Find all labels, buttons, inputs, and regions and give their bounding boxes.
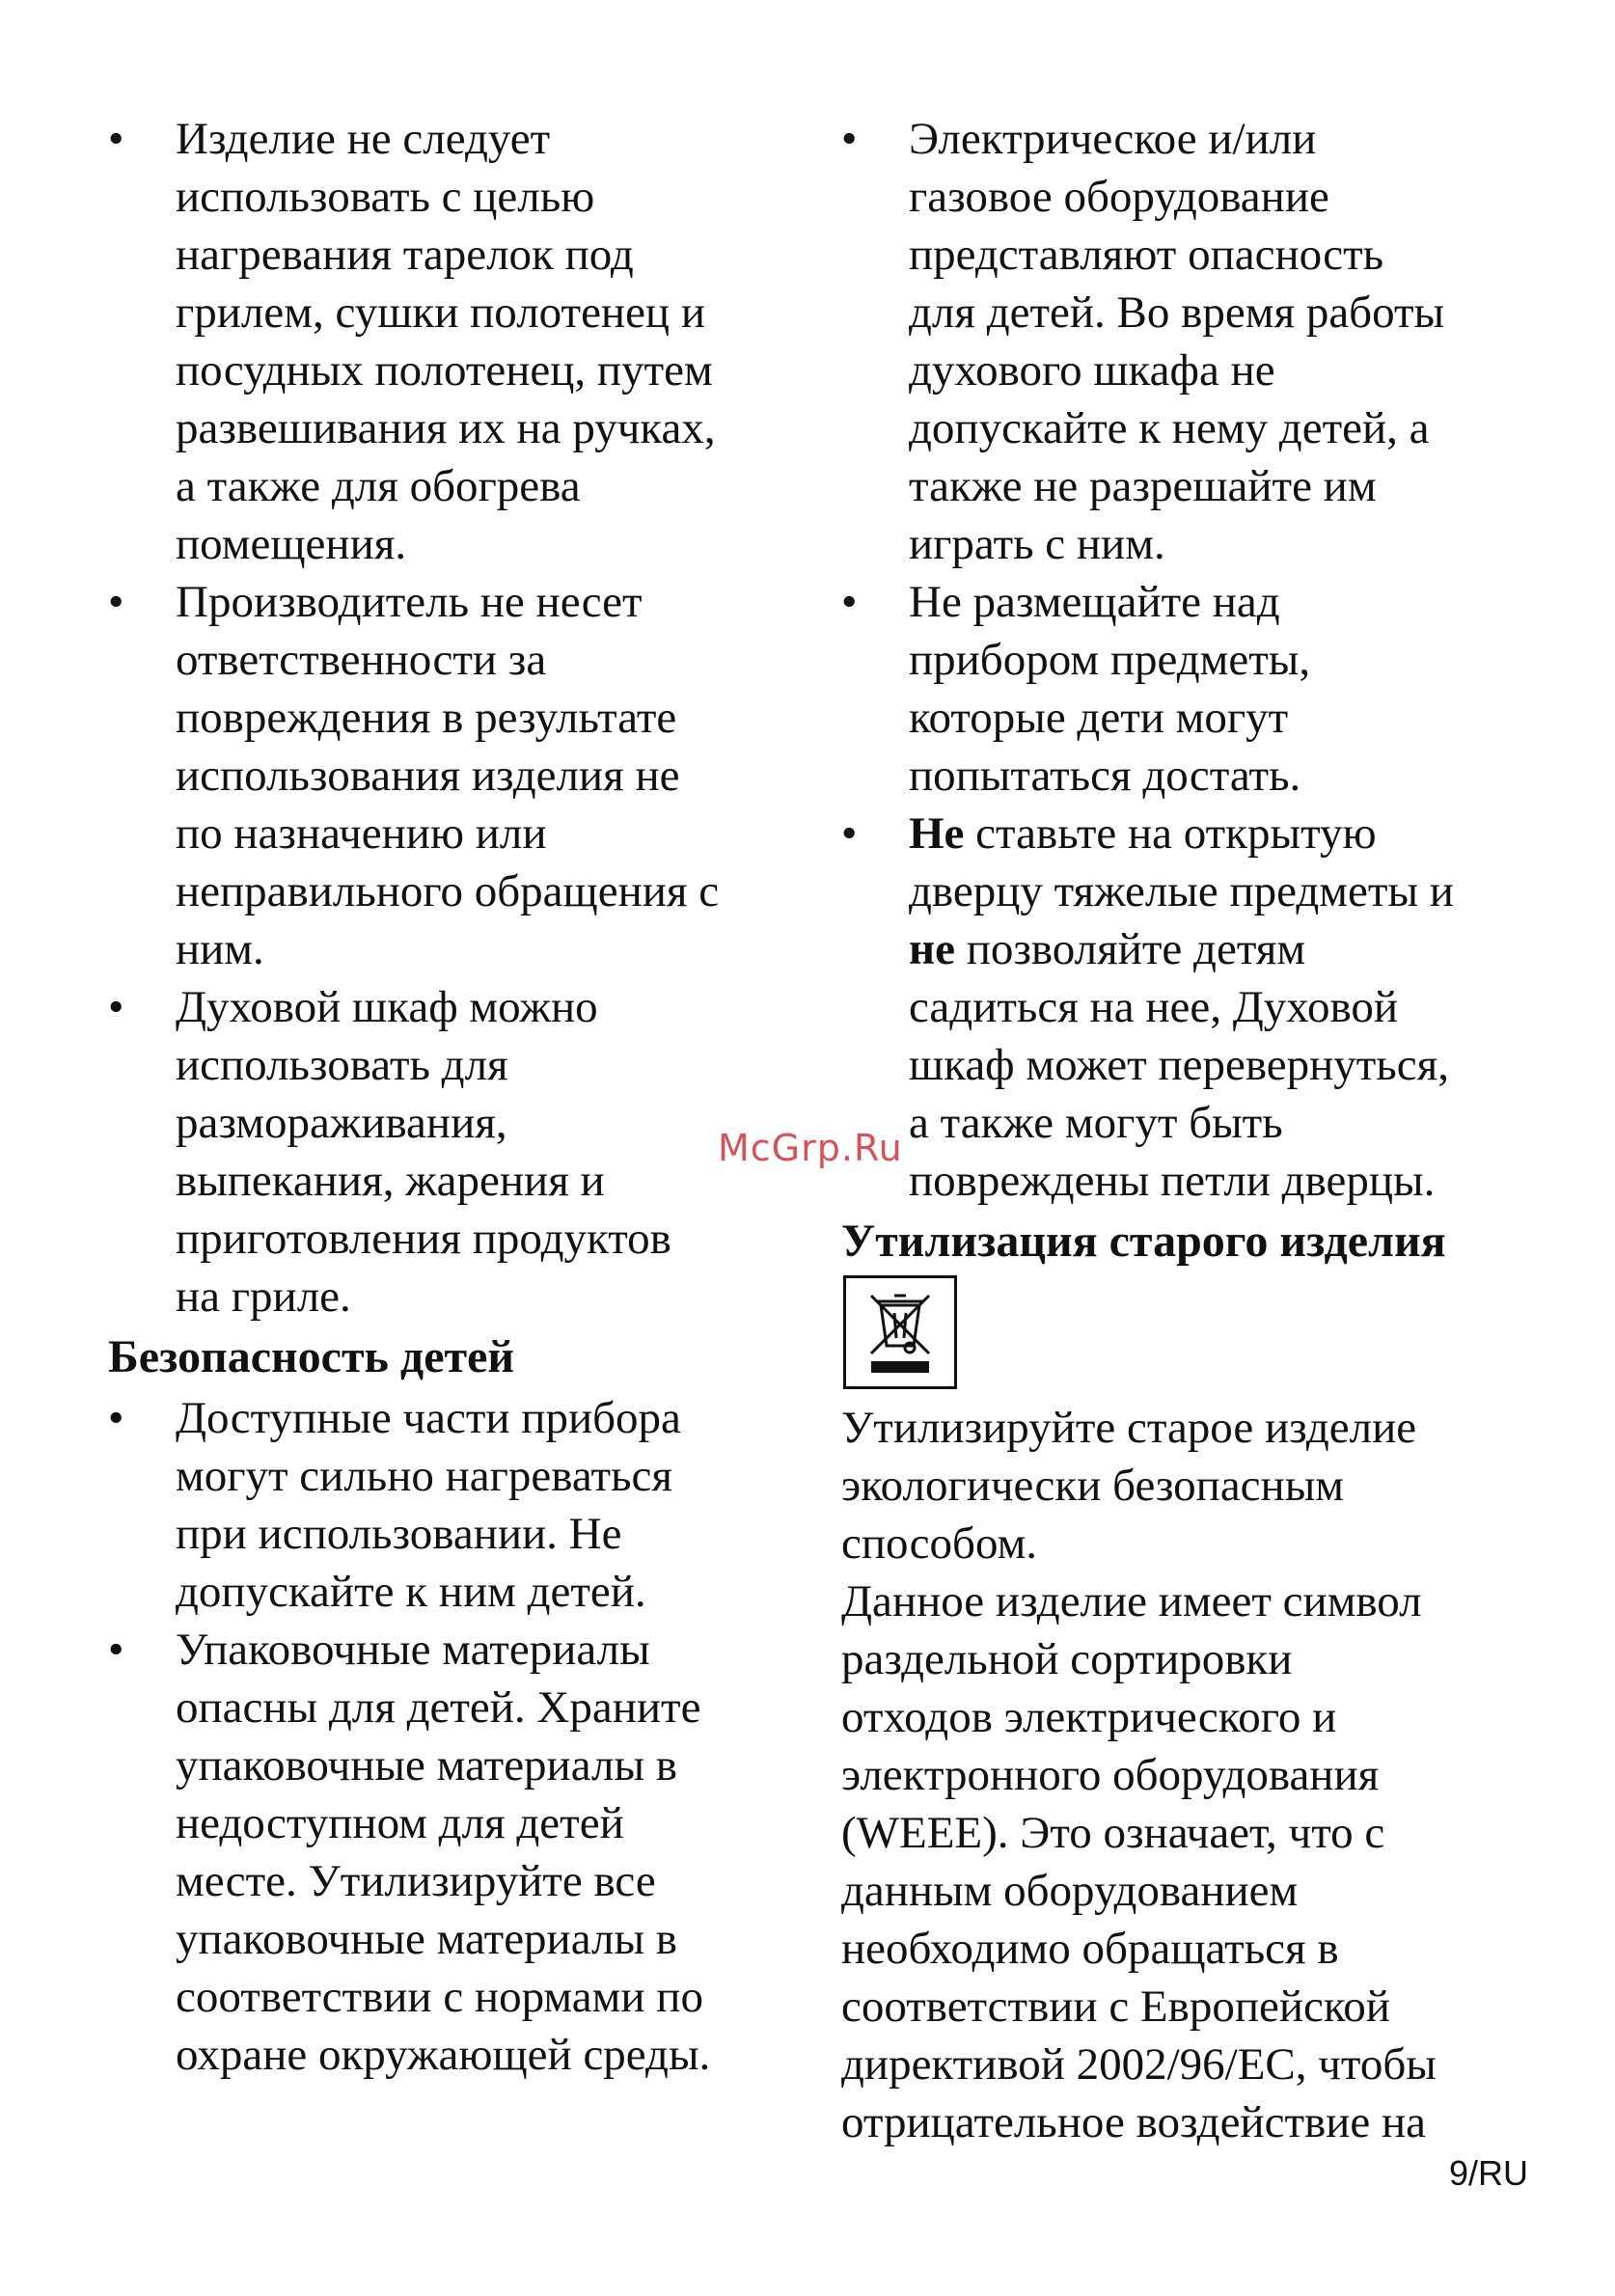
- list-item: [841, 110, 1546, 573]
- disposal-paragraph: Утилизируйте старое изделие экологически безопасным способом.: [841, 1403, 1417, 1569]
- list-item: [108, 978, 803, 1326]
- bullet-text-part: позволяйте детям садиться на нее, Духовой шкаф может перевернуться, а также могут быть повреждены петли дверцы.: [909, 924, 1449, 1206]
- bullet-text: Доступные части прибора могут сильно нагреваться при использовании. Не допускайте к ним детей.: [176, 1393, 681, 1617]
- bullet-text: Не размещайте над прибором предметы, которые дети могут попытаться достать.: [909, 577, 1311, 801]
- bullet-text: Духовой шкаф можно использовать для размораживания, выпекания, жарения и приготовления продуктов на гриле.: [176, 982, 671, 1322]
- left-column: [108, 110, 803, 2084]
- bullet-marker: •: [841, 577, 858, 627]
- right-column: [841, 110, 1546, 2151]
- bullet-marker: •: [108, 1393, 124, 1443]
- bullet-marker: •: [841, 114, 858, 164]
- bullet-text: Электрическое и/или газовое оборудование представляют опасность для детей. Во время работы духового шкафа не допускайте к нему детей, а также не разрешайте им играть с ним.: [909, 114, 1445, 569]
- watermark: McGrp.Ru: [718, 1127, 903, 1169]
- bullet-marker: •: [108, 114, 124, 164]
- bullet-text: Производитель не несет ответственности за повреждения в результате использования изделия не по назначению или неправильного обращения с ним.: [176, 577, 720, 974]
- emphasis-not: не: [909, 924, 955, 974]
- crossed-out-wheelie-bin-icon: [843, 1275, 957, 1389]
- bullet-marker: •: [841, 808, 858, 859]
- bullet-text: [909, 805, 1546, 1210]
- weee-paragraph: Данное изделие имеет символ раздельной сортировки отходов электрического и электронного оборудования (WEEE). Это означает, что с данным оборудованием необходимо обращаться в соответствии с Европейской директивой 2002/96/EC, чтобы отрицательное воздействие на: [841, 1576, 1437, 2147]
- list-item: [108, 1621, 803, 2084]
- list-item: [108, 573, 803, 978]
- bullet-marker: •: [108, 982, 124, 1032]
- bullet-text-part: ставьте на открытую дверцу тяжелые предметы и: [909, 808, 1454, 916]
- bullet-marker: •: [108, 1625, 124, 1675]
- list-item: [108, 110, 803, 573]
- section-heading-disposal: Утилизация старого изделия: [841, 1216, 1446, 1267]
- section-heading-child-safety: Безопасность детей: [108, 1331, 515, 1382]
- list-item: [108, 1389, 803, 1621]
- bullet-text: Изделие не следует использовать с целью нагревания тарелок под грилем, сушки полотенец и посудных полотенец, путем развешивания их на ручках, а также для обогрева помещения.: [176, 114, 716, 569]
- list-item: [841, 805, 1546, 1210]
- page-number: 9/RU: [1449, 2153, 1529, 2193]
- bullet-marker: •: [108, 577, 124, 627]
- list-item: [841, 573, 1546, 805]
- emphasis-not: Не: [909, 808, 965, 859]
- bullet-text: Упаковочные материалы опасны для детей. Храните упаковочные материалы в недоступном для детей месте. Утилизируйте все упаковочные материалы в соответствии с нормами по охране окружающей среды.: [176, 1625, 711, 2080]
